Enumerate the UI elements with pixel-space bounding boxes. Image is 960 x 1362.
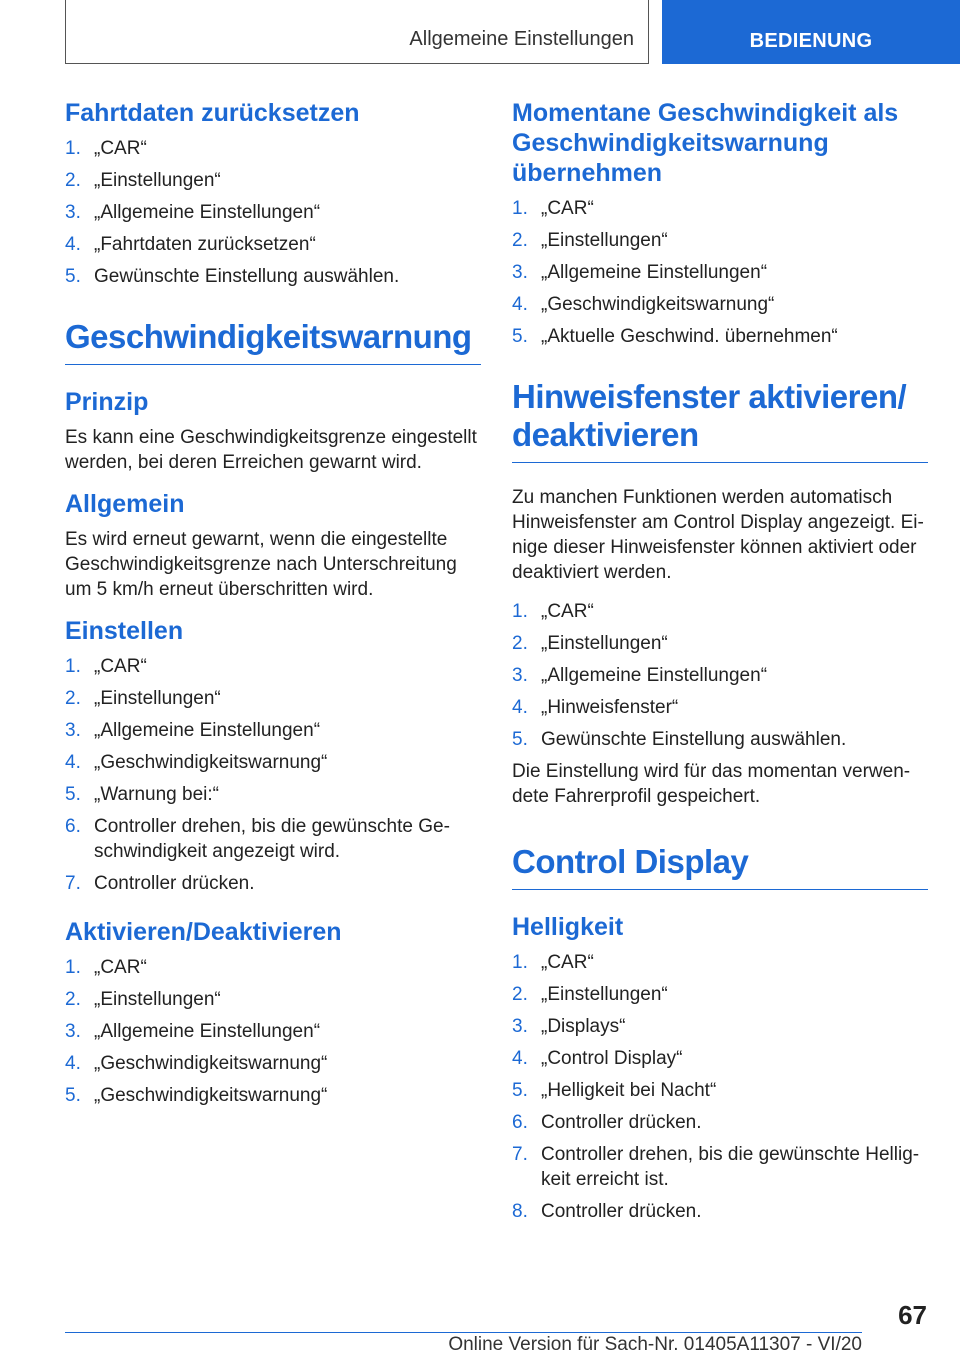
right-column <box>512 98 928 1231</box>
list-item <box>65 232 481 257</box>
step-text: „Control Display“ <box>541 1048 683 1069</box>
heading-momentane-geschwindigkeit: Momentane Geschwindigkeit als Geschwindigkeitswarnung übernehmen <box>512 99 899 187</box>
heading-control-display: Control Display <box>512 843 928 890</box>
step-text: „Hinweisfenster“ <box>541 697 679 718</box>
list-item <box>512 599 928 624</box>
step-number: 6. <box>65 816 81 837</box>
steps-list <box>65 136 481 289</box>
step-number: 7. <box>512 1144 528 1165</box>
step-text: „CAR“ <box>94 656 147 677</box>
footer-text: Online Version für Sach-Nr. 01405A11307 - VI/20 <box>448 1334 862 1355</box>
page-number: 67 <box>898 1300 927 1330</box>
steps-list <box>512 196 928 349</box>
step-number: 1. <box>65 957 81 978</box>
step-text: „Displays“ <box>541 1016 626 1037</box>
list-item <box>512 1046 928 1071</box>
heading-aktivieren: Aktivieren/Deaktivieren <box>65 918 342 946</box>
step-number: 1. <box>65 656 81 677</box>
list-item <box>512 631 928 656</box>
step-text: „Helligkeit bei Nacht“ <box>541 1080 717 1101</box>
step-number: 3. <box>512 1016 528 1037</box>
step-text: „Fahrtdaten zurücksetzen“ <box>94 234 316 255</box>
step-text: Controller drehen, bis die gewünschte Helligkeit erreicht ist. <box>541 1144 920 1190</box>
heading-allgemein: Allgemein <box>65 490 185 518</box>
step-text: „Einstellungen“ <box>541 230 668 251</box>
step-number: 4. <box>65 1053 81 1074</box>
step-number: 5. <box>65 1085 81 1106</box>
step-number: 5. <box>512 1080 528 1101</box>
step-number: 2. <box>512 230 528 251</box>
list-item <box>65 136 481 161</box>
step-number: 1. <box>65 138 81 159</box>
step-number: 1. <box>512 601 528 622</box>
heading-hinweisfenster: Hinweisfenster aktivieren/ deaktivieren <box>512 378 928 463</box>
step-text: „Aktuelle Geschwind. übernehmen“ <box>541 326 838 347</box>
step-text: „Einstellungen“ <box>541 633 668 654</box>
step-number: 2. <box>65 688 81 709</box>
step-text: „Warnung bei:“ <box>94 784 219 805</box>
heading-geschwindigkeitswarnung: Geschwindigkeitswarnung <box>65 318 481 365</box>
step-text: „Geschwindigkeitswarnung“ <box>94 752 328 773</box>
left-column <box>65 98 481 1115</box>
paragraph-note: Die Einstellung wird für das momentan verwendete Fahrerprofil gespeichert. <box>512 761 911 807</box>
list-item <box>512 982 928 1007</box>
list-item <box>512 950 928 975</box>
step-text: Controller drücken. <box>541 1201 702 1222</box>
list-item <box>512 196 928 221</box>
step-text: „Einstellungen“ <box>94 170 221 191</box>
list-item <box>512 663 928 688</box>
paragraph-hinweisfenster: Zu manchen Funktionen werden automatisch Hinweisfenster am Control Display angezeigt. Einige dieser Hinweisfenster können aktiviert oder deaktiviert werden. <box>512 487 924 583</box>
step-text: Controller drücken. <box>94 873 255 894</box>
step-text: „Einstellungen“ <box>94 688 221 709</box>
step-text: „Geschwindigkeitswarnung“ <box>541 294 775 315</box>
steps-list <box>512 599 928 752</box>
steps-list <box>65 955 481 1108</box>
list-item <box>65 686 481 711</box>
step-number: 8. <box>512 1201 528 1222</box>
step-number: 2. <box>65 170 81 191</box>
list-item <box>512 727 928 752</box>
list-item <box>512 260 928 285</box>
list-item <box>65 782 481 807</box>
section-tab-label: BEDIENUNG <box>749 30 873 52</box>
list-item <box>65 718 481 743</box>
step-number: 4. <box>65 234 81 255</box>
step-text: Gewünschte Einstellung auswählen. <box>94 266 400 287</box>
step-text: „Einstellungen“ <box>541 984 668 1005</box>
list-item <box>512 1199 928 1224</box>
list-item <box>512 1078 928 1103</box>
step-text: „Allgemeine Einstellungen“ <box>94 202 321 223</box>
paragraph-prinzip: Es kann eine Geschwindigkeitsgrenze eingestellt werden, bei deren Erreichen gewarnt wird. <box>65 427 477 473</box>
list-item <box>512 695 928 720</box>
step-number: 5. <box>512 326 528 347</box>
step-number: 3. <box>512 262 528 283</box>
list-item <box>65 654 481 679</box>
list-item <box>65 264 481 289</box>
step-text: „CAR“ <box>541 198 594 219</box>
step-number: 1. <box>512 952 528 973</box>
list-item <box>65 871 481 896</box>
heading-helligkeit: Helligkeit <box>512 913 624 941</box>
step-number: 5. <box>512 729 528 750</box>
step-number: 3. <box>65 1021 81 1042</box>
heading-fahrtdaten: Fahrtdaten zurücksetzen <box>65 99 360 127</box>
list-item <box>65 1083 481 1108</box>
list-item <box>512 324 928 349</box>
list-item <box>65 750 481 775</box>
step-text: „Allgemeine Einstellungen“ <box>94 720 321 741</box>
section-tab[interactable] <box>662 0 960 64</box>
footer-divider <box>65 1332 862 1333</box>
step-text: „CAR“ <box>541 601 594 622</box>
list-item <box>65 168 481 193</box>
step-number: 3. <box>65 720 81 741</box>
header-title: Allgemeine Einstellungen <box>409 28 634 50</box>
step-text: „Geschwindigkeitswarnung“ <box>94 1085 328 1106</box>
step-text: „CAR“ <box>541 952 594 973</box>
step-number: 4. <box>512 1048 528 1069</box>
step-number: 2. <box>512 984 528 1005</box>
paragraph-allgemein: Es wird erneut gewarnt, wenn die eingestellte Geschwindigkeitsgrenze nach Unterschreitung um 5 km/h erneut überschritten wird. <box>65 529 457 600</box>
list-item <box>65 955 481 980</box>
step-number: 4. <box>65 752 81 773</box>
step-number: 4. <box>512 294 528 315</box>
step-number: 3. <box>512 665 528 686</box>
steps-list <box>65 654 481 896</box>
step-text: „Allgemeine Einstellungen“ <box>541 665 768 686</box>
list-item <box>512 228 928 253</box>
step-text: Controller drücken. <box>541 1112 702 1133</box>
step-number: 2. <box>512 633 528 654</box>
list-item <box>65 987 481 1012</box>
step-number: 1. <box>512 198 528 219</box>
step-text: „CAR“ <box>94 957 147 978</box>
step-text: „Geschwindigkeitswarnung“ <box>94 1053 328 1074</box>
list-item <box>65 1051 481 1076</box>
list-item <box>512 1110 928 1135</box>
step-number: 5. <box>65 266 81 287</box>
step-text: „CAR“ <box>94 138 147 159</box>
list-item <box>512 1142 928 1192</box>
step-number: 7. <box>65 873 81 894</box>
list-item <box>512 1014 928 1039</box>
step-number: 6. <box>512 1112 528 1133</box>
heading-einstellen: Einstellen <box>65 617 184 645</box>
header-box <box>65 0 649 64</box>
step-text: „Allgemeine Einstellungen“ <box>94 1021 321 1042</box>
list-item <box>65 200 481 225</box>
step-number: 2. <box>65 989 81 1010</box>
step-text: Gewünschte Einstellung auswählen. <box>541 729 847 750</box>
list-item <box>65 814 481 864</box>
step-number: 5. <box>65 784 81 805</box>
step-text: „Allgemeine Einstellungen“ <box>541 262 768 283</box>
step-text: „Einstellungen“ <box>94 989 221 1010</box>
heading-prinzip: Prinzip <box>65 388 149 416</box>
step-text: Controller drehen, bis die gewünschte Geschwindigkeit angezeigt wird. <box>94 816 450 862</box>
steps-list <box>512 950 928 1224</box>
list-item <box>512 292 928 317</box>
step-number: 3. <box>65 202 81 223</box>
list-item <box>65 1019 481 1044</box>
step-number: 4. <box>512 697 528 718</box>
